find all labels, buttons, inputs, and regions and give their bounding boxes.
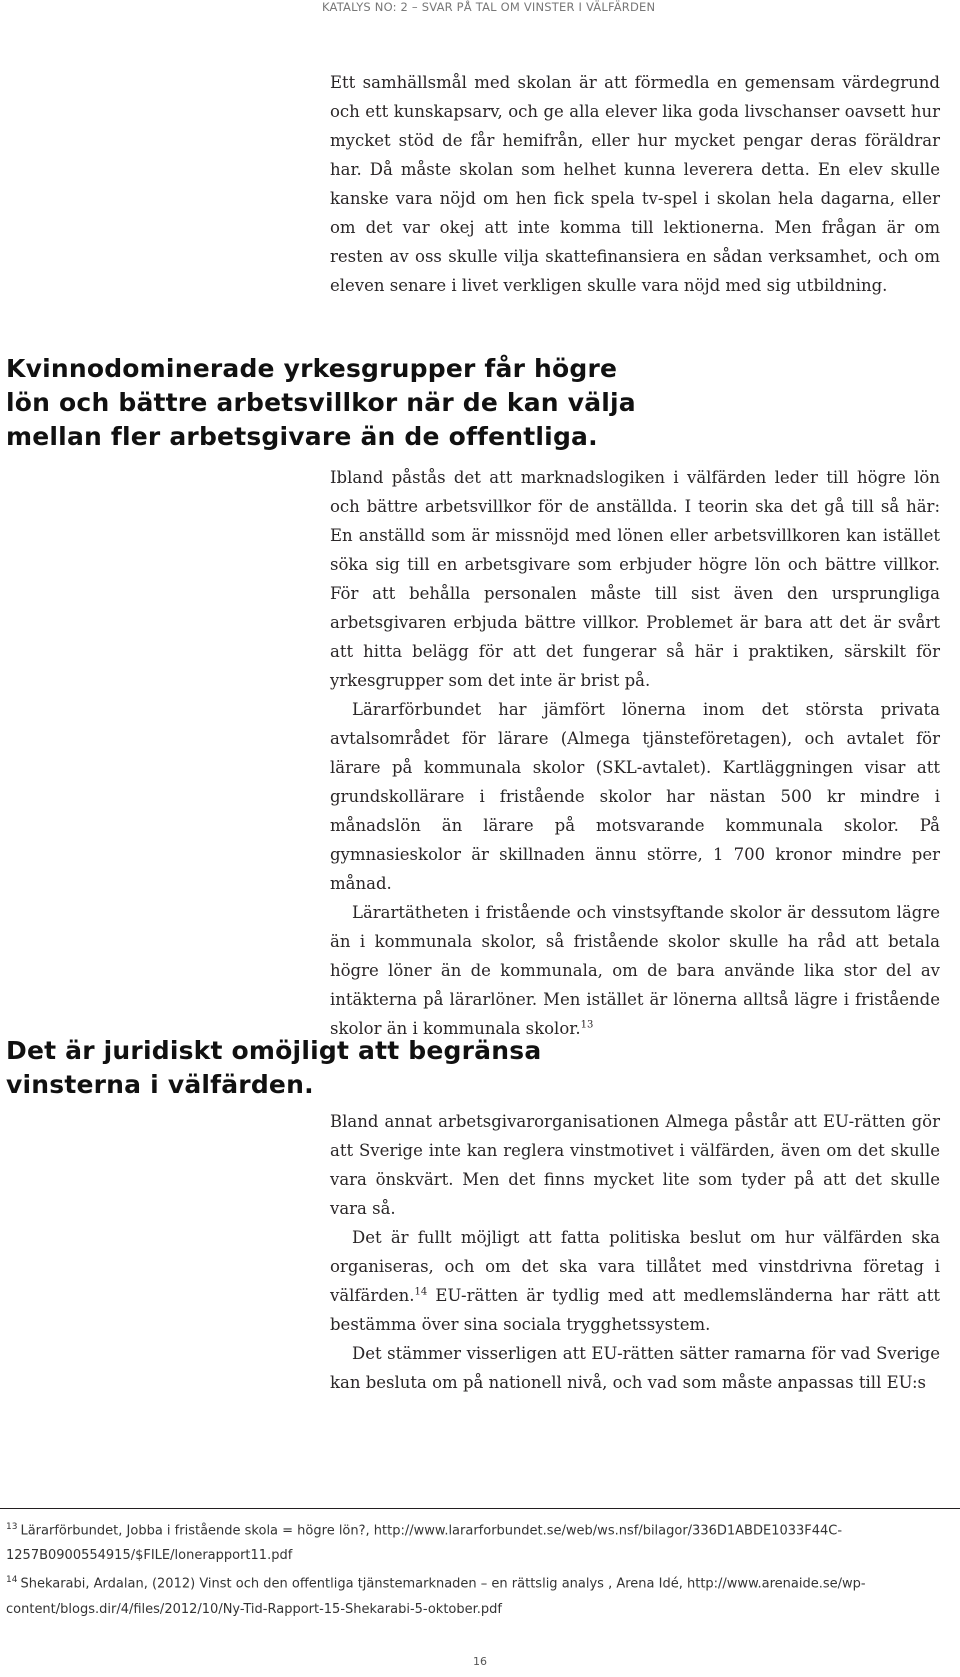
paragraph: Ibland påstås det att marknadslogiken i välfärden leder till högre lön och bättre arbetsvillkor för de anställda. I teorin ska det gå till så här: En anställd som är missnöjd med lönen eller arbetsvillkoren kan istället söka sig till en arbetsgivare som erbjuder högre lön och bättre villkor. För att behålla personalen måste till sist även den ursprungliga arbetsgivaren erbjuda bättre villkor. Problemet är bara att det är svårt att hitta belägg för att det fungerar så här i praktiken, särskilt för yrkesgrupper som det inte är brist på.	[330, 468, 940, 690]
footnotes	[6, 1515, 936, 1622]
paragraph: Lärarförbundet har jämfört lönerna inom det största privata avtalsområdet för lärare (Almega tjänsteföretagen), och avtalet för lärare på kommunala skolor (SKL-avtalet). Kartläggningen visar att grundskollärare i fristående skolor har nästan 500 kr mindre i månadslön än lärare på motsvarande kommunala skolor. På gymnasieskolor är skillnaden ännu större, 1 700 kronor mindre per månad.	[330, 700, 940, 893]
section-wages-text	[330, 463, 940, 1043]
footnote-ref-14[interactable]: 14	[414, 1286, 428, 1298]
footnote-text[interactable]: Lärarförbundet, Jobba i fristående skola = högre lön?, http://www.lararforbundet.se/web/ws.nsf/bilagor/336D1ABDE1033F44C-1257B0900554915/$FILE/lonerapport11.pdf	[6, 1523, 843, 1564]
section-heading-legal: Det är juridiskt omöjligt att begränsa vinsterna i välfärden.	[6, 1036, 542, 1099]
section-intro-text	[330, 68, 940, 300]
footnote-ref-13[interactable]: 13	[580, 1019, 594, 1031]
paragraph: Bland annat arbetsgivarorganisationen Almega påstår att EU-rätten gör att Sverige inte kan reglera vinstmotivet i välfärden, även om det skulle vara önskvärt. Men det finns mycket lite som tyder på att det skulle vara så.	[330, 1112, 940, 1218]
paragraph	[330, 1223, 940, 1339]
footnote-number: 13	[6, 1522, 18, 1532]
paragraph-text: Det är fullt möjligt att fatta politiska beslut om hur välfärden ska organiseras, och om det ska vara tillåtet med vinstdrivna företag i välfärden.	[330, 1228, 940, 1305]
page-number: 16	[473, 1655, 487, 1668]
paragraph-text: EU-rätten är tydlig med att medlemsländerna har rätt att bestämma över sina sociala trygghetssystem.	[330, 1286, 940, 1334]
paragraph	[330, 898, 940, 1043]
paragraph-text: Lärartätheten i fristående och vinstsyftande skolor är dessutom lägre än i kommunala skolor, så fristående skolor skulle ha råd att betala högre löner än de kommunala, om de bara använde lika stor del av intäkterna på lärarlöner. Men istället är lönerna alltså lägre i fristående skolor än i kommunala skolor.	[330, 903, 940, 1038]
footnote-14	[6, 1568, 936, 1621]
footnote-13	[6, 1515, 936, 1568]
footnote-text[interactable]: Shekarabi, Ardalan, (2012) Vinst och den offentliga tjänstemarknaden – en rättslig analys , Arena Idé, http://www.arenaide.se/wp-content/blogs.dir/4/files/2012/10/Ny-Tid-Rapport-15-Shekarabi-5-oktober.pdf	[6, 1576, 866, 1617]
section-heading-wages: Kvinnodominerade yrkesgrupper får högre lön och bättre arbetsvillkor när de kan välja mellan fler arbetsgivare än de offentliga.	[6, 354, 636, 451]
paragraph: Ett samhällsmål med skolan är att förmedla en gemensam värdegrund och ett kunskapsarv, och ge alla elever lika goda livschanser oavsett hur mycket stöd de får hemifrån, eller hur mycket pengar deras föräldrar har. Då måste skolan som helhet kunna leverera detta. En elev skulle kanske vara nöjd om hen fick spela tv-spel i skolan hela dagarna, eller om det var okej att inte komma till lektionerna. Men frågan är om resten av oss skulle vilja skattefinansiera en sådan verksamhet, och om eleven senare i livet verkligen skulle vara nöjd med sig utbildning.	[330, 73, 940, 295]
footnote-divider	[0, 1508, 960, 1509]
section-legal-text	[330, 1107, 940, 1397]
paragraph: Det stämmer visserligen att EU-rätten sätter ramarna för vad Sverige kan besluta om på nationell nivå, och vad som måste anpassas till EU:s	[330, 1344, 940, 1392]
running-header: KATALYS NO: 2 – SVAR PÅ TAL OM VINSTER I VÄLFÄRDEN	[322, 0, 656, 14]
footnote-number: 14	[6, 1575, 18, 1586]
